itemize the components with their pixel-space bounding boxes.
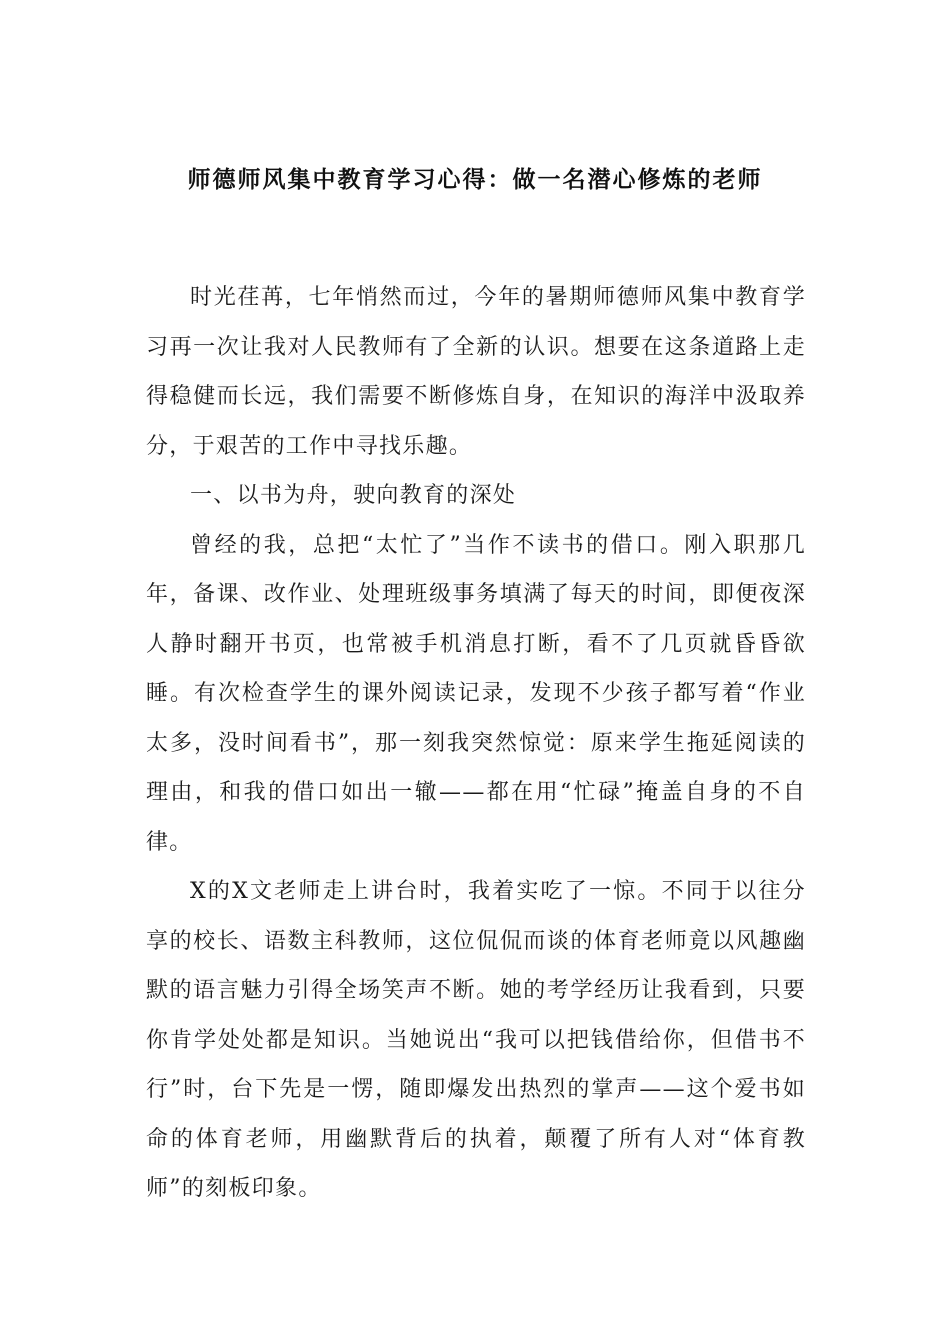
- document-body: [146, 273, 806, 1214]
- section-heading: 一、以书为舟，驶向教育的深处: [190, 483, 517, 508]
- paragraph-pe-teacher: X的X文老师走上讲台时，我着实吃了一惊。不同于以往分享的校长、语数主科教师，这位侃侃而谈的体育老师竟以风趣幽默的语言魅力引得全场笑声不断。她的考学经历让我看到，只要你肯学处处都是知识。当她说出“我可以把钱借给你，但借书不行”时，台下先是一愣，随即爆发出热烈的掌声——这个爱书如命的体育老师，用幽默背后的执着，颠覆了所有人对“体育教师”的刻板印象。: [146, 879, 806, 1201]
- paragraph-reading-excuse: 曾经的我，总把“太忙了”当作不读书的借口。刚入职那几年，备课、改作业、处理班级事务填满了每天的时间，即便夜深人静时翻开书页，也常被手机消息打断，看不了几页就昏昏欲睡。有次检查学生的课外阅读记录，发现不少孩子都写着“作业太多，没时间看书”，那一刻我突然惊觉：原来学生拖延阅读的理由，和我的借口如出一辙——都在用“忙碌”掩盖自身的不自律。: [146, 532, 806, 855]
- paragraph-intro: 时光荏苒，七年悄然而过，今年的暑期师德师风集中教育学习再一次让我对人民教师有了全新的认识。想要在这条道路上走得稳健而长远，我们需要不断修炼自身，在知识的海洋中汲取养分，于艰苦的工作中寻找乐趣。: [146, 285, 806, 459]
- document-title: 师德师风集中教育学习心得：做一名潜心修炼的老师: [187, 167, 763, 193]
